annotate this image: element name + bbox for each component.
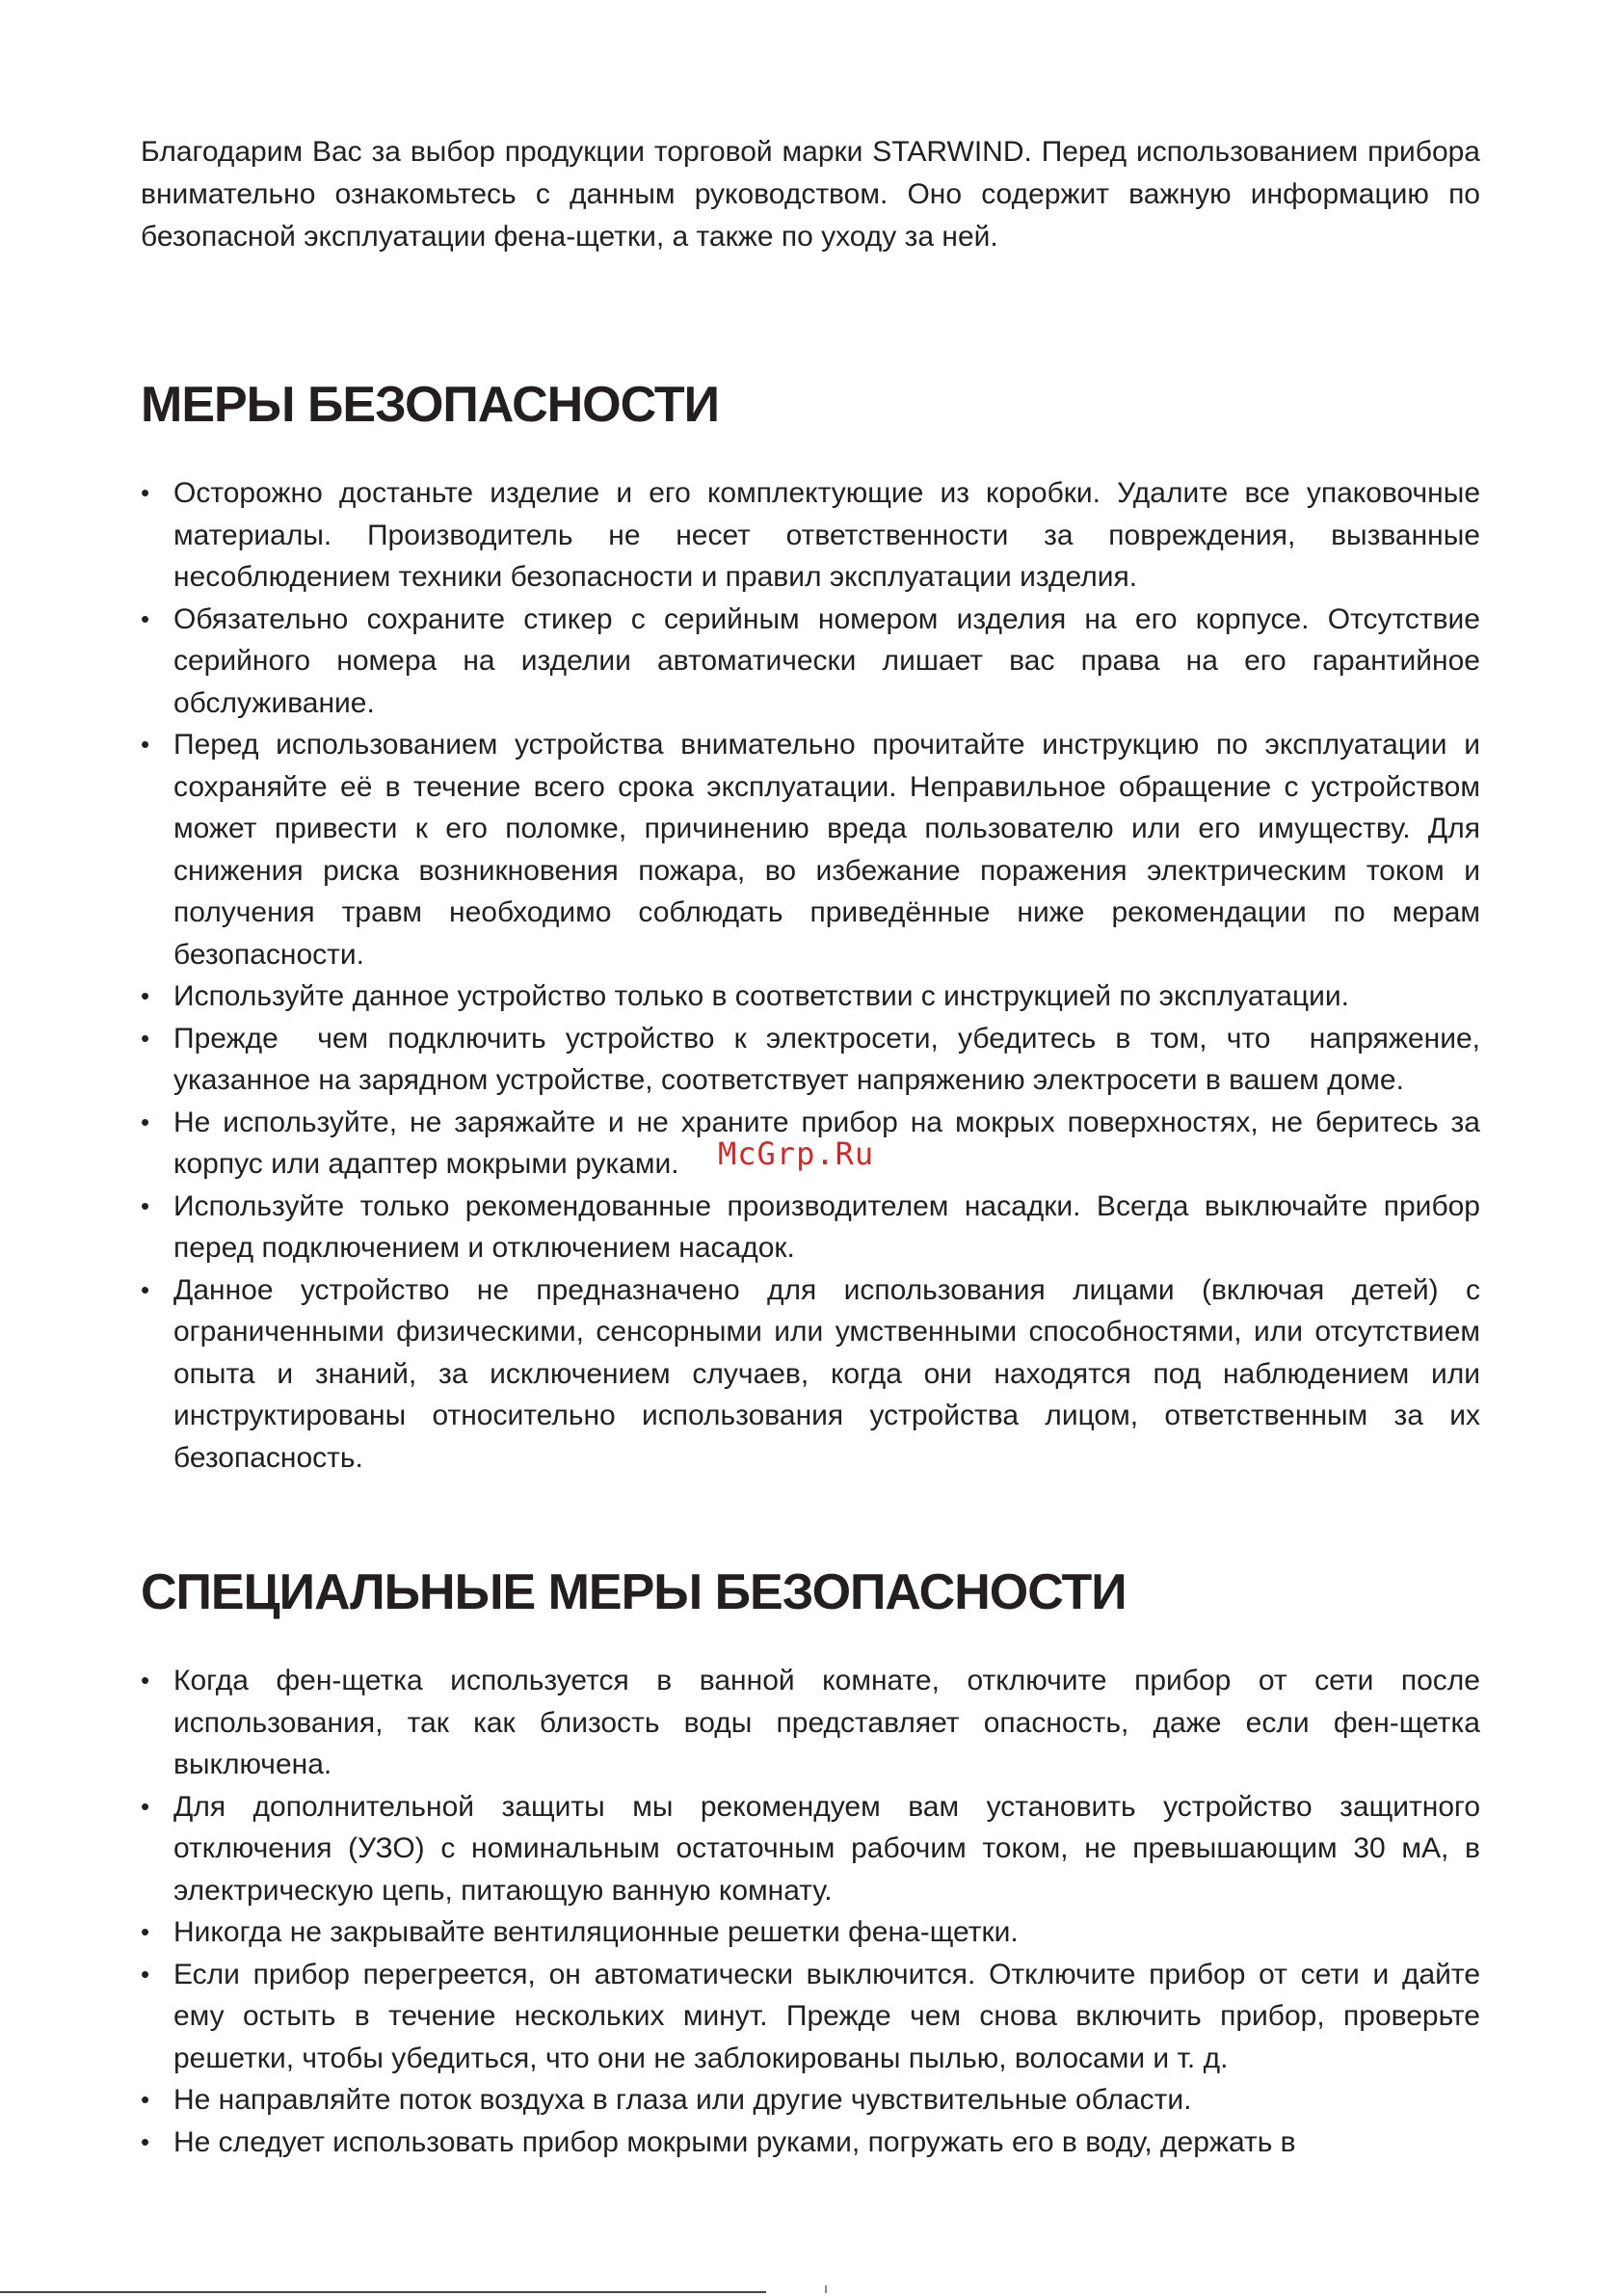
list-item xyxy=(141,1018,1489,1102)
footer-tick-mark xyxy=(825,2285,827,2293)
list-item xyxy=(141,975,1480,1018)
list-item-text: Данное устройство не предназначено для использования лицами (включая детей) с ограниченными физическими, сенсорными или умственными способностями, или отсутствием опыта и знаний, за исключением случаев, когда они находятся под наблюдением или инструктированы относительно использования устройства лицом, ответственным за их безопасность. xyxy=(173,1273,1480,1474)
list-item-text: Когда фен-щетка используется в ванной комнате, отключите прибор от сети после использования, так как близость воды представляет опасность, даже если фен-щетка выключена. xyxy=(173,1665,1480,1780)
list-item xyxy=(141,472,1480,599)
list-item-text: Не используйте, не заряжайте и не храните прибор на мокрых поверхностях, не беритесь за корпус или адаптер мокрыми руками. xyxy=(173,1106,1480,1180)
bullet-icon: • xyxy=(141,1023,150,1053)
list-item xyxy=(141,1660,1480,1786)
list-item-text: Используйте только рекомендованные производителем насадки. Всегда выключайте прибор перед подключением и отключением насадок. xyxy=(173,1189,1480,1264)
list-item-text: Обязательно сохраните стикер с серийным номером изделия на его корпусе. Отсутствие серийного номера на изделии автоматически лишает вас права на его гарантийное обслуживание. xyxy=(173,602,1480,719)
bullet-icon: • xyxy=(141,1959,150,1989)
special-safety-list xyxy=(141,1660,1480,2163)
bullet-icon: • xyxy=(141,1917,150,1946)
special-safety-heading: СПЕЦИАЛЬНЫЕ МЕРЫ БЕЗОПАСНОСТИ xyxy=(141,1564,1127,1620)
list-item xyxy=(141,1786,1480,1912)
bullet-icon: • xyxy=(141,981,150,1010)
list-item xyxy=(141,1911,1480,1954)
list-item-text: Перед использованием устройства внимательно прочитайте инструкцию по эксплуатации и сохраняйте её в течение всего срока эксплуатации. Неправильное обращение с устройством может привести к его поломке, причинению вреда пользователю или его имуществу. Для снижения риска возникновения пожара, во избежание поражения электрическим током и получения травм необходимо соблюдать приведённые ниже рекомендации по мерам безопасности. xyxy=(173,729,1480,971)
list-item-text: Никогда не закрывайте вентиляционные решетки фена-щетки. xyxy=(173,1916,1019,1948)
list-item-text: Осторожно достаньте изделие и его комплектующие из коробки. Удалите все упаковочные материалы. Производитель не несет ответственности за повреждения, вызванные несоблюдением техники безопасности и правил эксплуатации изделия. xyxy=(173,477,1480,593)
footer-divider xyxy=(0,2291,766,2293)
list-item-text: Прежде чем подключить устройство к электросети, убедитесь в том, что напряжение, указанное на зарядном устройстве, соответствует напряжению электросети в вашем доме. xyxy=(173,1022,1489,1096)
bullet-icon: • xyxy=(141,478,150,507)
list-item xyxy=(141,1269,1480,1480)
list-item xyxy=(141,724,1480,975)
bullet-icon: • xyxy=(141,2126,150,2156)
intro-paragraph: Благодарим Вас за выбор продукции торговой марки STARWIND. Перед использованием прибора внимательно ознакомьтесь с данным руководством. Оно содержит важную информацию по безопасной эксплуатации фена-щетки, а также по уходу за ней. xyxy=(141,136,1480,253)
list-item xyxy=(141,1954,1480,2080)
bullet-icon: • xyxy=(141,1274,150,1304)
list-item-text: Для дополнительной защиты мы рекомендуем вам установить устройство защитного отключения (УЗО) с номинальным остаточным рабочим током, не превышающим 30 мА, в электрическую цепь, питающую ванную комнату. xyxy=(173,1790,1480,1907)
safety-list xyxy=(141,472,1489,1479)
bullet-icon: • xyxy=(141,1666,150,1695)
bullet-icon: • xyxy=(141,1190,150,1220)
safety-heading: МЕРЫ БЕЗОПАСНОСТИ xyxy=(141,377,720,433)
bullet-icon: • xyxy=(141,1107,150,1136)
list-item xyxy=(141,2079,1480,2122)
list-item xyxy=(141,1186,1480,1269)
list-item xyxy=(141,599,1480,725)
list-item-text: Не следует использовать прибор мокрыми руками, погружать его в воду, держать в xyxy=(173,2125,1296,2158)
bullet-icon: • xyxy=(141,603,150,633)
list-item-text: Не направляйте поток воздуха в глаза или другие чувствительные области. xyxy=(173,2084,1192,2116)
list-item-text: Если прибор перегреется, он автоматически выключится. Отключите прибор от сети и дайте ему остыть в течение нескольких минут. Прежде чем снова включить прибор, проверьте решетки, чтобы убедиться, что они не заблокированы пылью, волосами и т. д. xyxy=(173,1958,1480,2074)
watermark: McGrp.Ru xyxy=(718,1135,875,1172)
bullet-icon: • xyxy=(141,2085,150,2114)
list-item-text: Используйте данное устройство только в соответствии с инструкцией по эксплуатации. xyxy=(173,980,1349,1012)
bullet-icon: • xyxy=(141,730,150,759)
bullet-icon: • xyxy=(141,1791,150,1821)
list-item xyxy=(141,2122,1480,2164)
